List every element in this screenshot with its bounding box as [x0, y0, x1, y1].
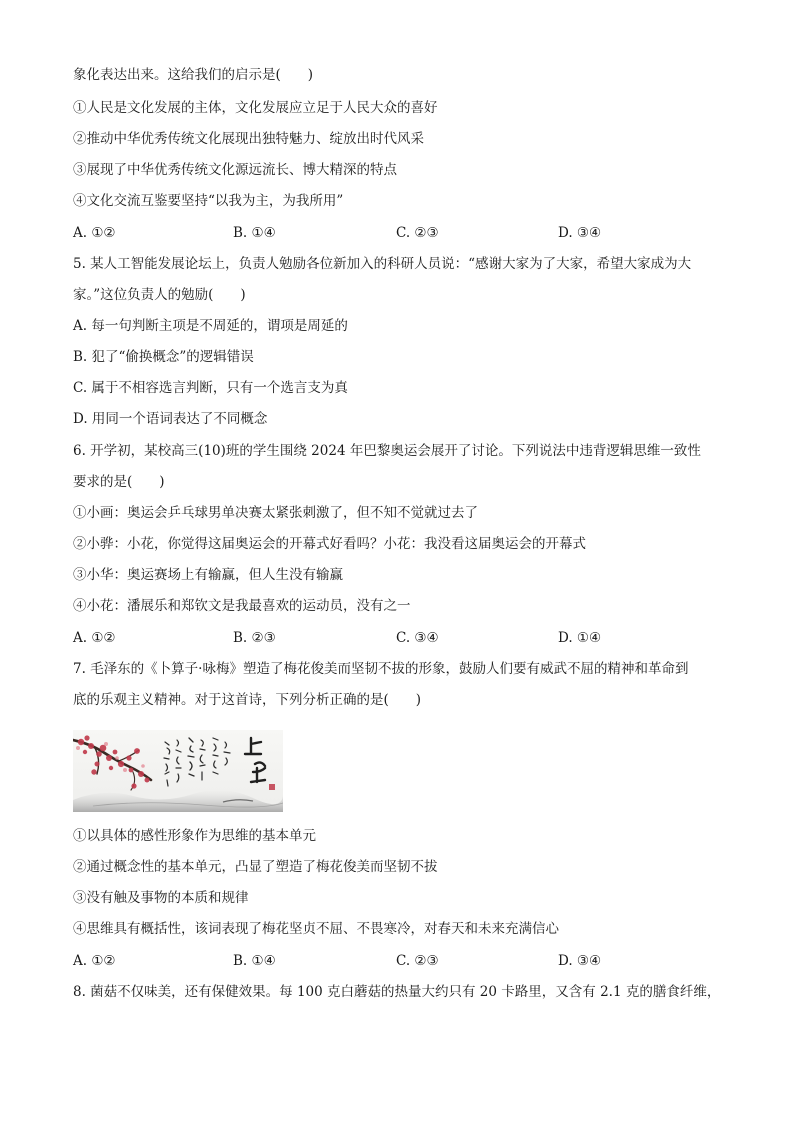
- q6-option-d[interactable]: D. ①④: [558, 630, 602, 646]
- q4-option-b[interactable]: B. ①④: [233, 225, 276, 241]
- q6-item-2: ②小骅：小花，你觉得这届奥运会的开幕式好看吗？小花：我没看这届奥运会的开幕式: [73, 536, 586, 552]
- q8-stem-line-1: 8. 菌菇不仅味美，还有保健效果。每 100 克白蘑菇的热量大约只有 20 卡路里，又含有 2.1 克的膳食纤维，: [73, 984, 721, 1000]
- q5-option-b[interactable]: B. 犯了“偷换概念”的逻辑错误: [73, 349, 254, 365]
- q6-stem-line-2: 要求的是( ): [73, 474, 165, 490]
- q5-option-c[interactable]: C. 属于不相容选言判断，只有一个选言支为真: [73, 380, 348, 396]
- q7-option-c[interactable]: C. ②③: [396, 953, 439, 969]
- q4-item-1: ①人民是文化发展的主体，文化发展应立足于人民大众的喜好: [73, 100, 438, 116]
- plum-blossom-painting: [73, 730, 283, 812]
- q7-item-1: ①以具体的感性形象作为思维的基本单元: [73, 828, 316, 844]
- q4-option-d[interactable]: D. ③④: [558, 225, 602, 241]
- q5-option-d[interactable]: D. 用同一个语词表达了不同概念: [73, 411, 268, 427]
- q7-option-d[interactable]: D. ③④: [558, 953, 602, 969]
- q6-options: [73, 628, 733, 648]
- q4-option-c[interactable]: C. ②③: [396, 225, 439, 241]
- q7-stem-line-1: 7. 毛泽东的《卜算子·咏梅》塑造了梅花俊美而坚韧不拔的形象，鼓励人们要有威武不屈的精神和革命到: [73, 661, 689, 677]
- q6-stem-line-1: 6. 开学初，某校高三(10)班的学生围绕 2024 年巴黎奥运会展开了讨论。下列说法中违背逻辑思维一致性: [73, 443, 701, 459]
- q4-item-2: ②推动中华优秀传统文化展现出独特魅力、绽放出时代风采: [73, 131, 424, 147]
- q6-option-a[interactable]: A. ①②: [73, 630, 116, 646]
- q7-item-4: ④思维具有概括性，该词表现了梅花坚贞不屈、不畏寒冷，对春天和未来充满信心: [73, 921, 559, 937]
- q7-item-2: ②通过概念性的基本单元，凸显了塑造了梅花俊美而坚韧不拔: [73, 859, 438, 875]
- q4-stem-tail: 象化表达出来。这给我们的启示是( ): [73, 67, 314, 83]
- q4-item-4: ④文化交流互鉴要坚持“以我为主，为我所用”: [73, 193, 344, 209]
- q4-options: [73, 223, 733, 243]
- q6-item-1: ①小画：奥运会乒乓球男单决赛太紧张刺激了，但不知不觉就过去了: [73, 505, 478, 521]
- q7-option-a[interactable]: A. ①②: [73, 953, 116, 969]
- q7-item-3: ③没有触及事物的本质和规律: [73, 890, 249, 906]
- q7-option-b[interactable]: B. ①④: [233, 953, 276, 969]
- q6-option-c[interactable]: C. ③④: [396, 630, 439, 646]
- q5-stem-line-2: 家。”这位负责人的勉励( ): [73, 287, 246, 303]
- q5-stem-line-1: 5. 某人工智能发展论坛上，负责人勉励各位新加入的科研人员说：“感谢大家为了大家，希望大家成为大: [73, 256, 692, 272]
- q6-item-4: ④小花：潘展乐和郑钦文是我最喜欢的运动员，没有之一: [73, 598, 411, 614]
- q5-option-a[interactable]: A. 每一句判断主项是不周延的，谓项是周延的: [73, 318, 348, 334]
- q4-item-3: ③展现了中华优秀传统文化源远流长、博大精深的特点: [73, 162, 397, 178]
- q7-stem-line-2: 底的乐观主义精神。对于这首诗，下列分析正确的是( ): [73, 692, 422, 708]
- q7-options: [73, 951, 733, 971]
- q6-item-3: ③小华：奥运赛场上有输赢，但人生没有输赢: [73, 567, 343, 583]
- q4-option-a[interactable]: A. ①②: [73, 225, 116, 241]
- q6-option-b[interactable]: B. ②③: [233, 630, 276, 646]
